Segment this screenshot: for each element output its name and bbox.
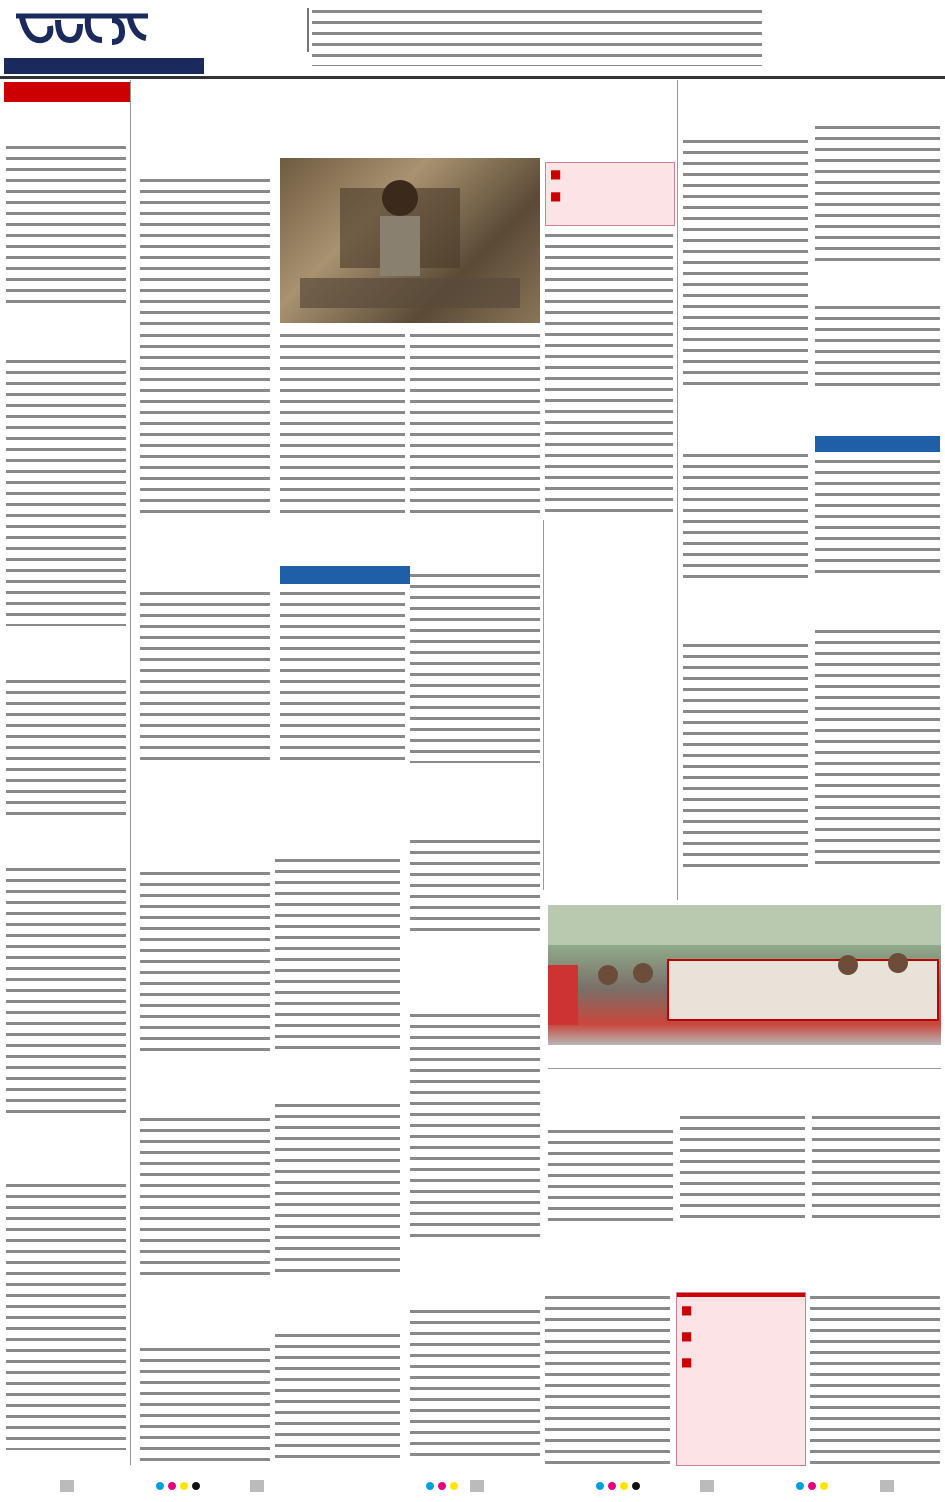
right-story-3-text-col-2 <box>815 456 940 580</box>
right-story-2-text <box>815 302 940 392</box>
covid-violation-headline <box>140 1290 400 1326</box>
left-story-headline <box>6 108 126 138</box>
infection-text-col-2 <box>280 588 405 763</box>
logo-mark-icon <box>8 6 158 54</box>
lead-text-col-2 <box>280 330 405 520</box>
covid-violation-text-col-2 <box>275 1330 400 1464</box>
infection-text-col-3 <box>410 570 540 763</box>
column-divider <box>130 80 131 1465</box>
indradyumna-headline <box>140 1060 400 1096</box>
dussehra-headline <box>410 1236 940 1286</box>
right-story-3-headline <box>683 398 941 432</box>
covid-violation-text-col-1 <box>140 1344 270 1464</box>
left-story-text-lines <box>6 142 126 307</box>
lead-headline <box>140 84 670 156</box>
indradyumna-text-col-1 <box>140 1114 270 1279</box>
left-story-headline <box>6 320 126 352</box>
column-divider <box>677 80 678 900</box>
left-story-4 <box>6 840 126 1114</box>
infection-headline <box>140 528 540 568</box>
dussehra-text-col-1 <box>410 1306 540 1464</box>
right-story-4-headline <box>683 588 941 622</box>
registration-strip <box>0 1472 945 1498</box>
lead-text-col-4 <box>545 230 673 520</box>
promo-text <box>312 6 762 68</box>
shop-timing-text-col-1 <box>548 1126 673 1226</box>
notice-text <box>410 836 540 936</box>
left-story-2 <box>6 320 126 626</box>
bullet-icon: ■ <box>681 1355 693 1369</box>
bullet-icon: ■ <box>681 1303 693 1317</box>
protest-photo <box>548 905 941 1045</box>
artisan-photo-icon <box>280 158 540 323</box>
right-story-3-text-col-1 <box>683 450 808 580</box>
dussehra-text-col-2 <box>545 1292 670 1464</box>
left-story-1 <box>6 108 126 307</box>
bullet-icon: ■ <box>681 1329 693 1343</box>
promo-text-lines <box>312 6 762 66</box>
lead-photo <box>280 158 540 323</box>
rent-text <box>410 1010 540 1240</box>
independence-headline <box>140 770 400 850</box>
dateline <box>4 58 204 74</box>
shop-timing-headline <box>548 1076 941 1106</box>
promo-box <box>212 8 309 52</box>
shop-timing-text-col-2 <box>680 1112 805 1226</box>
print-registration-icon <box>0 1472 945 1498</box>
protest-banner-icon <box>548 905 941 1045</box>
right-story-1-text-col-1 <box>683 136 808 391</box>
left-story-3 <box>6 640 126 816</box>
infection-text-col-1 <box>140 588 270 763</box>
column-divider <box>543 520 544 890</box>
shop-timing-text-col-3 <box>812 1112 940 1226</box>
independence-text-col-2 <box>275 855 400 1053</box>
bullet-icon: ■ <box>550 189 562 203</box>
rent-headline <box>410 944 540 994</box>
lead-highlights-box <box>545 162 675 226</box>
left-story-text-lines <box>6 1180 126 1450</box>
infection-callout <box>280 566 410 584</box>
right-story-1-text-col-2 <box>815 122 940 262</box>
left-story-5 <box>6 1140 126 1450</box>
dussehra-text-col-3 <box>810 1292 940 1464</box>
left-story-headline <box>6 640 126 672</box>
right-story-3-callout <box>815 436 940 452</box>
lead-text-col-0 <box>140 175 270 325</box>
masthead-rule <box>0 76 945 79</box>
section-label <box>795 10 935 50</box>
dussehra-box <box>676 1292 806 1466</box>
independence-text-col-1 <box>140 868 270 1053</box>
left-story-text-lines <box>6 356 126 626</box>
newspaper-logo <box>8 6 158 54</box>
notice-headline <box>410 768 540 820</box>
lead-text-col-1 <box>140 330 270 520</box>
right-story-4-text-col-1 <box>683 640 808 870</box>
left-story-headline <box>6 840 126 860</box>
right-story-2-headline <box>815 268 940 288</box>
bullet-icon: ■ <box>550 167 562 181</box>
right-story-1-headline <box>683 84 941 118</box>
left-story-headline <box>6 1140 126 1176</box>
left-column-label <box>4 82 130 102</box>
indradyumna-text-col-2 <box>275 1100 400 1279</box>
photo-caption-rule <box>548 1060 941 1069</box>
left-story-text-lines <box>6 864 126 1114</box>
right-story-4-text-col-2 <box>815 626 940 870</box>
left-story-text-lines <box>6 676 126 816</box>
lead-text-col-3 <box>410 330 540 520</box>
